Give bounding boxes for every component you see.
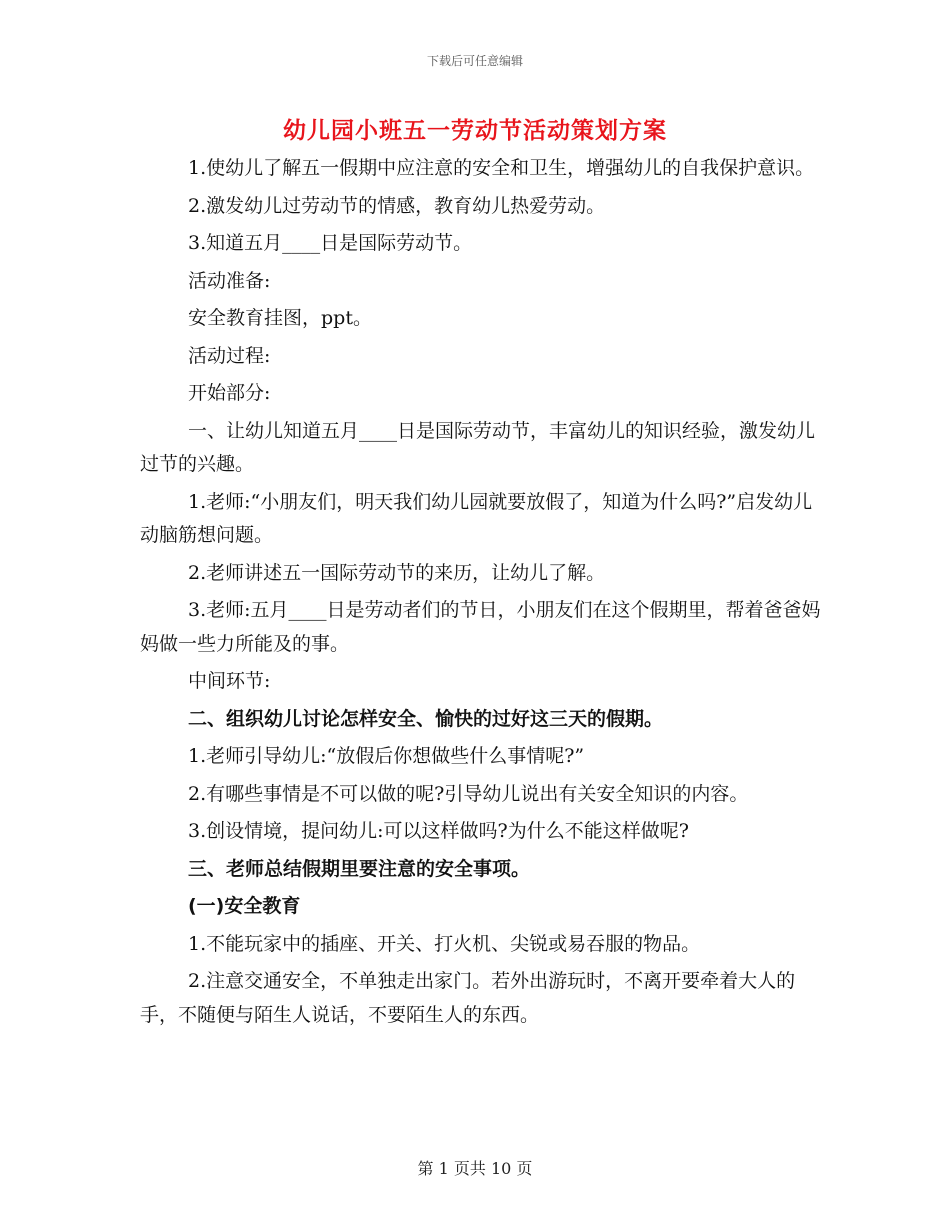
paragraph: 开始部分:	[188, 382, 271, 404]
paragraph: 活动过程:	[188, 344, 271, 367]
paragraph: 3.老师:五月____日是劳动者们的节日，小朋友们在这个假期里，帮着爸爸妈妈做一些力所能及的事。	[140, 599, 821, 655]
paragraph: 一、让幼儿知道五月____日是国际劳动节，丰富幼儿的知识经验，激发幼儿过节的兴趣。	[140, 419, 816, 475]
paragraph: 3.知道五月____日是国际劳动节。	[188, 232, 473, 254]
paragraph: 1.老师引导幼儿:“放假后你想做些什么事情呢?”	[188, 745, 585, 767]
paragraph: 1.老师:“小朋友们，明天我们幼儿园就要放假了，知道为什么吗?”启发幼儿动脑筋想问题。	[140, 490, 813, 546]
page-header-note: 下载后可任意编辑	[426, 54, 523, 68]
paragraph: 1.使幼儿了解五一假期中应注意的安全和卫生，增强幼儿的自我保护意识。	[188, 157, 815, 179]
paragraph: (一)安全教育	[188, 895, 301, 917]
paragraph: 二、组织幼儿讨论怎样安全、愉快的过好这三天的假期。	[188, 707, 664, 730]
document-title: 幼儿园小班五一劳动节活动策划方案	[283, 118, 667, 144]
paragraph: 安全教育挂图，ppt。	[188, 307, 372, 329]
paragraph: 2.有哪些事情是不可以做的呢?引导幼儿说出有关安全知识的内容。	[188, 782, 749, 805]
page-footer: 第 1 页共 10 页	[417, 1159, 533, 1178]
paragraph: 三、老师总结假期里要注意的安全事项。	[188, 857, 531, 880]
paragraph: 2.注意交通安全，不单独走出家门。若外出游玩时，不离开要牵着大人的手，不随便与陌生人说话，不要陌生人的东西。	[140, 970, 796, 1026]
paragraph: 3.创设情境，提问幼儿:可以这样做吗?为什么不能这样做呢?	[188, 820, 689, 842]
paragraph: 1.不能玩家中的插座、开关、打火机、尖锐或易吞服的物品。	[188, 932, 701, 955]
paragraph: 2.老师讲述五一国际劳动节的来历，让幼儿了解。	[188, 561, 606, 584]
document-body	[140, 152, 830, 1036]
paragraph: 活动准备:	[188, 269, 271, 292]
paragraph: 2.激发幼儿过劳动节的情感，教育幼儿热爱劳动。	[188, 194, 606, 217]
paragraph: 中间环节:	[188, 670, 271, 692]
